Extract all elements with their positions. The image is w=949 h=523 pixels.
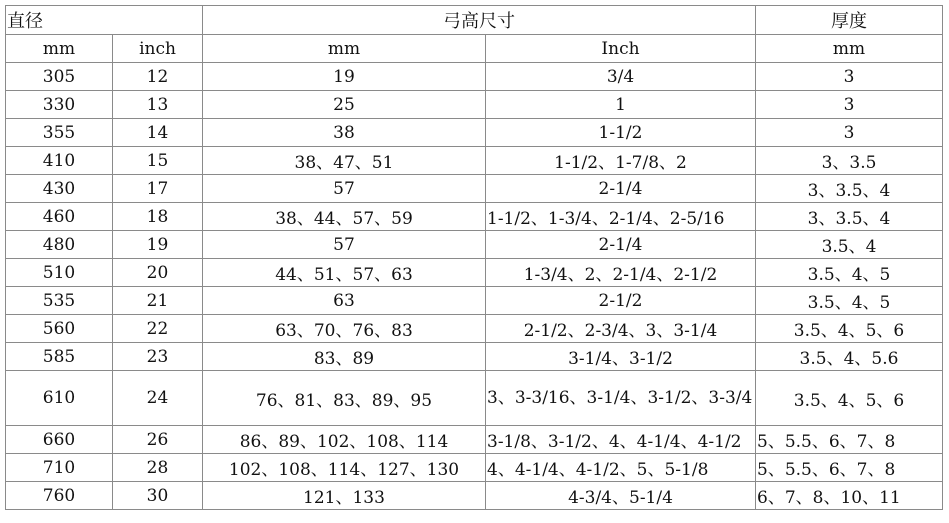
cell-arch-mm: 57 — [203, 175, 486, 203]
cell-diameter-mm: 710 — [6, 454, 113, 482]
subheader-row — [6, 35, 943, 63]
cell-diameter-inch: 30 — [113, 482, 203, 510]
cell-diameter-mm: 610 — [6, 371, 113, 426]
cell-arch-inch: 1-1/2、1-3/4、2-1/4、2-5/16 — [486, 203, 756, 231]
cell-arch-mm: 57 — [203, 231, 486, 259]
table-row — [6, 63, 943, 91]
cell-diameter-inch: 19 — [113, 231, 203, 259]
cell-arch-mm: 63、70、76、83 — [203, 315, 486, 343]
cell-arch-inch: 1 — [486, 91, 756, 119]
cell-diameter-inch: 28 — [113, 454, 203, 482]
cell-diameter-mm: 305 — [6, 63, 113, 91]
cell-arch-mm: 121、133 — [203, 482, 486, 510]
cell-arch-mm: 63 — [203, 287, 486, 315]
cell-thickness-mm: 3.5、4 — [756, 231, 943, 259]
cell-arch-inch: 1-3/4、2、2-1/4、2-1/2 — [486, 259, 756, 287]
header-thickness: 厚度 — [756, 6, 943, 35]
cell-diameter-mm: 430 — [6, 175, 113, 203]
cell-arch-inch: 2-1/2 — [486, 287, 756, 315]
table-row — [6, 175, 943, 203]
cell-diameter-mm: 535 — [6, 287, 113, 315]
cell-thickness-mm: 3.5、4、5、6 — [756, 371, 943, 426]
subheader-thickness-mm: mm — [756, 35, 943, 63]
cell-arch-inch: 3/4 — [486, 63, 756, 91]
cell-thickness-mm: 5、5.5、6、7、8 — [756, 426, 943, 454]
cell-thickness-mm: 6、7、8、10、11 — [756, 482, 943, 510]
table-row — [6, 287, 943, 315]
cell-thickness-mm: 3.5、4、5 — [756, 287, 943, 315]
cell-arch-inch: 3、3-3/16、3-1/4、3-1/2、3-3/4 — [486, 371, 756, 426]
cell-diameter-inch: 24 — [113, 371, 203, 426]
cell-diameter-inch: 14 — [113, 119, 203, 147]
cell-thickness-mm: 3.5、4、5.6 — [756, 343, 943, 371]
table-row — [6, 315, 943, 343]
cell-diameter-inch: 21 — [113, 287, 203, 315]
cell-thickness-mm: 3、3.5、4 — [756, 175, 943, 203]
cell-arch-inch: 2-1/2、2-3/4、3、3-1/4 — [486, 315, 756, 343]
cell-arch-mm: 38、44、57、59 — [203, 203, 486, 231]
table-row — [6, 454, 943, 482]
cell-arch-mm: 38 — [203, 119, 486, 147]
cell-arch-inch: 1-1/2 — [486, 119, 756, 147]
cell-diameter-mm: 410 — [6, 147, 113, 175]
cell-diameter-mm: 480 — [6, 231, 113, 259]
table-row — [6, 259, 943, 287]
cell-diameter-mm: 460 — [6, 203, 113, 231]
subheader-diameter-inch: inch — [113, 35, 203, 63]
cell-diameter-inch: 12 — [113, 63, 203, 91]
cell-arch-mm: 76、81、83、89、95 — [203, 371, 486, 426]
subheader-arch-mm: mm — [203, 35, 486, 63]
subheader-diameter-mm: mm — [6, 35, 113, 63]
header-arch-height: 弓高尺寸 — [203, 6, 756, 35]
cell-arch-mm: 38、47、51 — [203, 147, 486, 175]
table-row — [6, 482, 943, 510]
cell-arch-inch: 4、4-1/4、4-1/2、5、5-1/8 — [486, 454, 756, 482]
header-row — [6, 6, 943, 35]
cell-diameter-inch: 26 — [113, 426, 203, 454]
table-row — [6, 203, 943, 231]
cell-diameter-inch: 22 — [113, 315, 203, 343]
table-row — [6, 91, 943, 119]
table-row — [6, 231, 943, 259]
cell-arch-mm: 25 — [203, 91, 486, 119]
table-row — [6, 426, 943, 454]
cell-arch-inch: 3-1/4、3-1/2 — [486, 343, 756, 371]
cell-thickness-mm: 3、3.5 — [756, 147, 943, 175]
cell-thickness-mm: 3 — [756, 119, 943, 147]
cell-arch-mm: 102、108、114、127、130 — [203, 454, 486, 482]
cell-diameter-inch: 13 — [113, 91, 203, 119]
cell-diameter-inch: 17 — [113, 175, 203, 203]
cell-diameter-mm: 330 — [6, 91, 113, 119]
table-row — [6, 371, 943, 426]
header-diameter: 直径 — [6, 6, 203, 35]
cell-arch-mm: 86、89、102、108、114 — [203, 426, 486, 454]
cell-diameter-mm: 585 — [6, 343, 113, 371]
cell-arch-mm: 44、51、57、63 — [203, 259, 486, 287]
cell-diameter-inch: 23 — [113, 343, 203, 371]
cell-arch-inch: 2-1/4 — [486, 175, 756, 203]
cell-diameter-mm: 660 — [6, 426, 113, 454]
cell-diameter-inch: 15 — [113, 147, 203, 175]
cell-thickness-mm: 3、3.5、4 — [756, 203, 943, 231]
cell-arch-inch: 2-1/4 — [486, 231, 756, 259]
saw-blade-spec-table — [5, 5, 943, 510]
table-row — [6, 343, 943, 371]
cell-diameter-mm: 760 — [6, 482, 113, 510]
cell-diameter-mm: 510 — [6, 259, 113, 287]
cell-diameter-inch: 18 — [113, 203, 203, 231]
cell-thickness-mm: 3 — [756, 63, 943, 91]
cell-arch-inch: 4-3/4、5-1/4 — [486, 482, 756, 510]
cell-thickness-mm: 3.5、4、5、6 — [756, 315, 943, 343]
cell-arch-inch: 3-1/8、3-1/2、4、4-1/4、4-1/2 — [486, 426, 756, 454]
cell-thickness-mm: 5、5.5、6、7、8 — [756, 454, 943, 482]
subheader-arch-inch: Inch — [486, 35, 756, 63]
table-row — [6, 147, 943, 175]
cell-arch-mm: 19 — [203, 63, 486, 91]
table-row — [6, 119, 943, 147]
cell-diameter-inch: 20 — [113, 259, 203, 287]
cell-thickness-mm: 3 — [756, 91, 943, 119]
cell-diameter-mm: 560 — [6, 315, 113, 343]
cell-thickness-mm: 3.5、4、5 — [756, 259, 943, 287]
cell-arch-mm: 83、89 — [203, 343, 486, 371]
cell-arch-inch: 1-1/2、1-7/8、2 — [486, 147, 756, 175]
cell-diameter-mm: 355 — [6, 119, 113, 147]
